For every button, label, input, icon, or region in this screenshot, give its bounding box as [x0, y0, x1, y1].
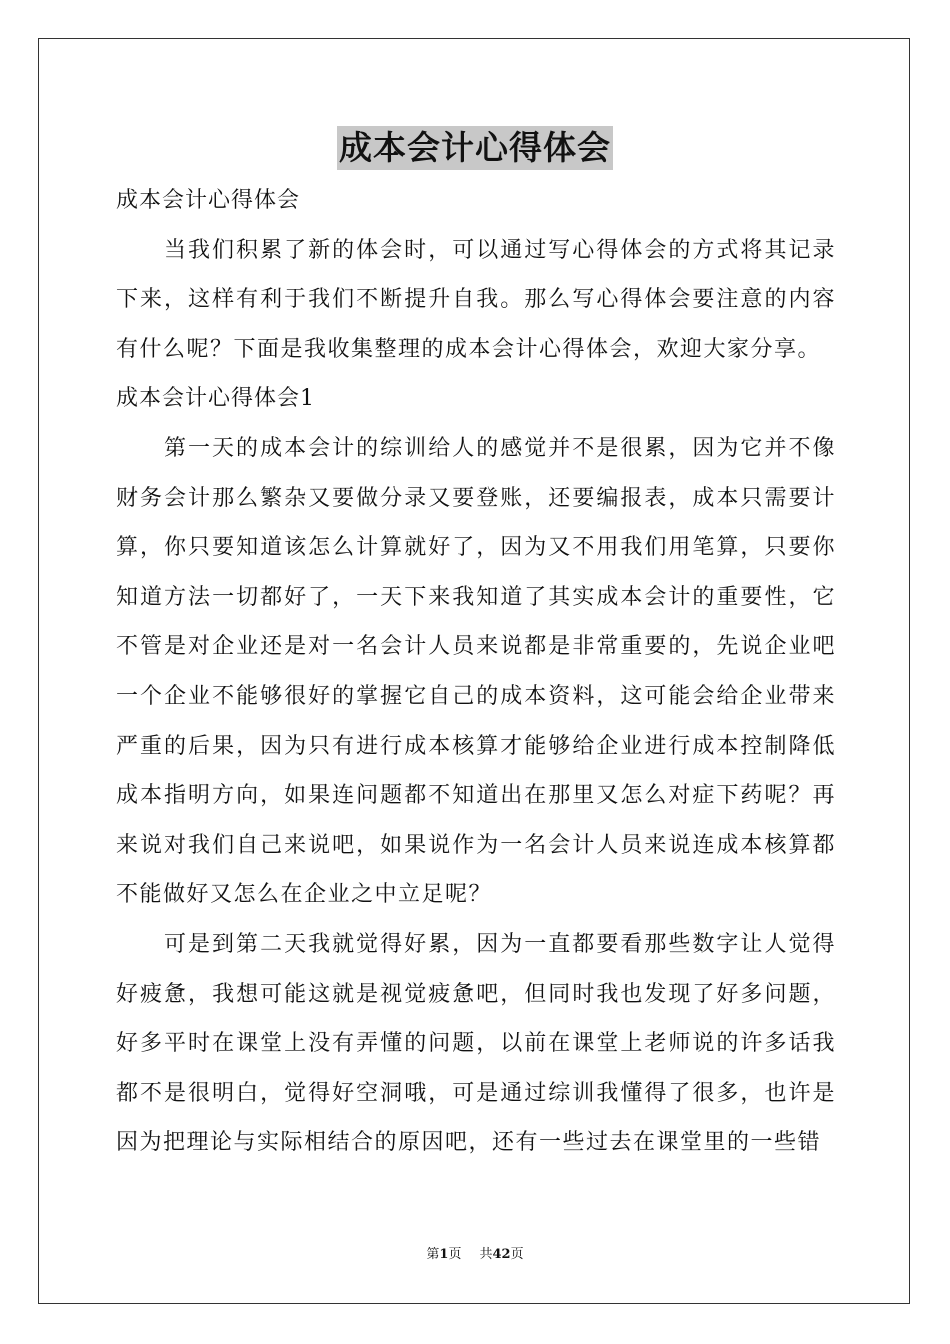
- total-pages: 42: [492, 1247, 511, 1262]
- document-title: 成本会计心得体会: [337, 126, 613, 170]
- page-suffix: 页: [448, 1247, 462, 1262]
- body-paragraph: 当我们积累了新的体会时，可以通过写心得体会的方式将其记录下来，这样有利于我们不断提升自我。那么写心得体会要注意的内容有什么呢？下面是我收集整理的成本会计心得体会，欢迎大家分享。: [116, 237, 836, 362]
- page-number: 1: [439, 1247, 449, 1262]
- title-wrap: [0, 126, 950, 170]
- page-prefix: 第: [426, 1247, 440, 1262]
- document-body: [116, 176, 836, 1168]
- section-heading: 成本会计心得体会1: [116, 386, 315, 412]
- section-heading: 成本会计心得体会: [116, 188, 301, 213]
- total-suffix: 页: [510, 1247, 524, 1262]
- page-footer: [0, 1246, 950, 1264]
- body-paragraph: 可是到第二天我就觉得好累，因为一直都要看那些数字让人觉得好疲惫，我想可能这就是视觉疲惫吧，但同时我也发现了好多问题，好多平时在课堂上没有弄懂的问题，以前在课堂上老师说的许多话我都不是很明白，觉得好空洞哦，可是通过综训我懂得了很多，也许是因为把理论与实际相结合的原因吧，还有一些过去在课堂里的一些错: [116, 931, 836, 1156]
- body-paragraph: 第一天的成本会计的综训给人的感觉并不是很累，因为它并不像财务会计那么繁杂又要做分录又要登账，还要编报表，成本只需要计算，你只要知道该怎么计算就好了，因为又不用我们用笔算，只要你知道方法一切都好了，一天下来我知道了其实成本会计的重要性，它不管是对企业还是对一名会计人员来说都是非常重要的，先说企业吧一个企业不能够很好的掌握它自己的成本资料，这可能会给企业带来严重的后果，因为只有进行成本核算才能够给企业进行成本控制降低成本指明方向，如果连问题都不知道出在那里又怎么对症下药呢？再来说对我们自己来说吧，如果说作为一名会计人员来说连成本核算都不能做好又怎么在企业之中立足呢？: [116, 435, 836, 908]
- total-prefix: 共: [479, 1247, 493, 1262]
